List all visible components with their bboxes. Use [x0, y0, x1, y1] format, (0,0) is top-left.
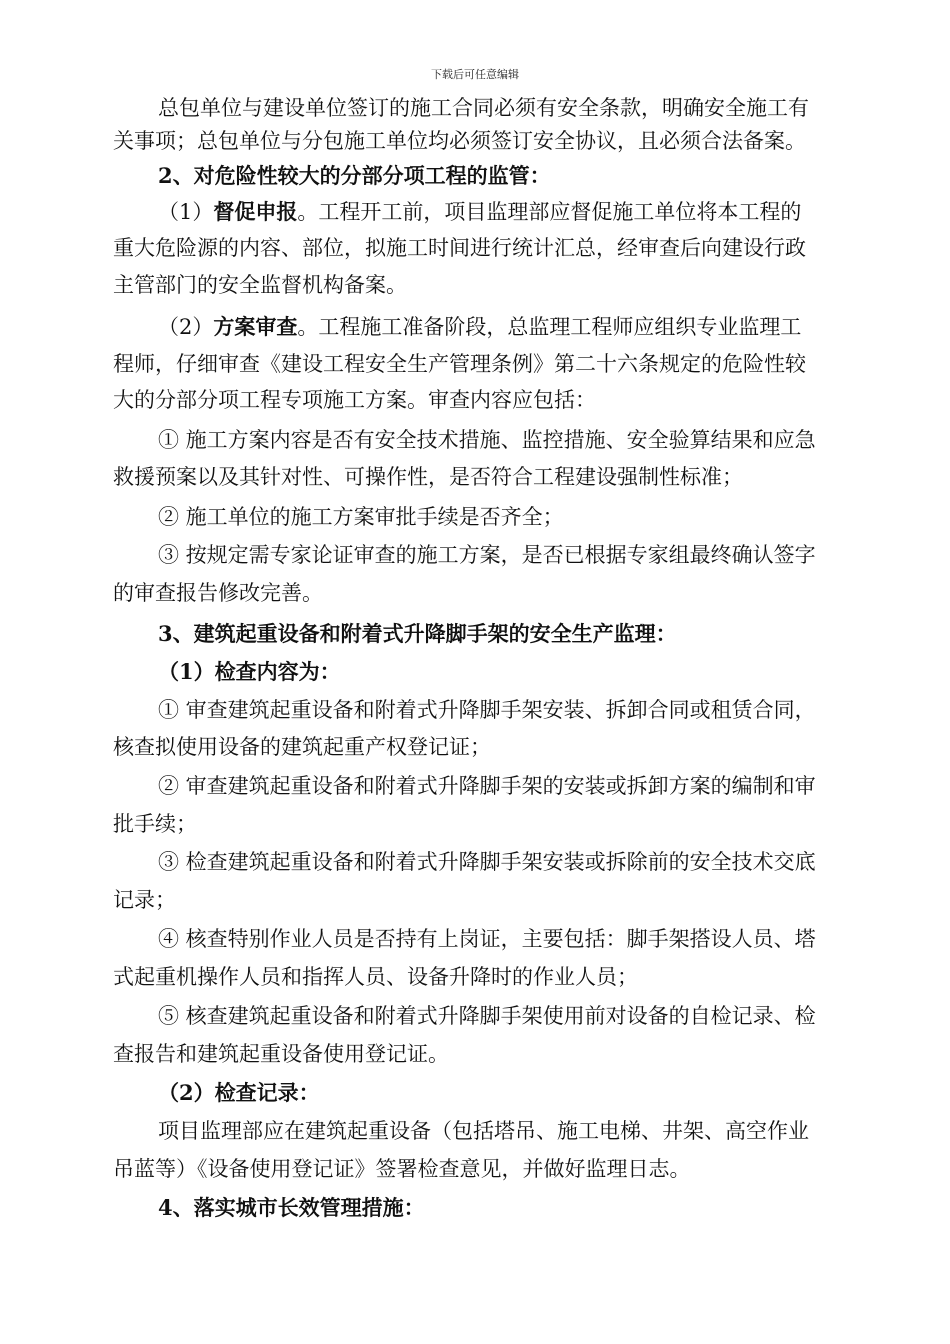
page-header: 下载后可任意编辑	[431, 68, 519, 81]
paragraph-line: 总包单位与建设单位签订的施工合同必须有安全条款，明确安全施工有	[158, 96, 809, 120]
item-title: 督促申报	[213, 199, 298, 224]
list-item: ⑤ 核查建筑起重设备和附着式升降脚手架使用前对设备的自检记录、检	[158, 1004, 816, 1028]
paragraph-line: 救援预案以及其针对性、可操作性，是否符合工程建设强制性标准；	[113, 465, 743, 489]
item-title: 方案审查	[213, 314, 298, 339]
section-heading: 2、对危险性较大的分部分项工程的监管：	[158, 163, 551, 188]
paragraph-line: 大的分部分项工程专项施工方案。审查内容应包括：	[113, 388, 596, 412]
paragraph-line: 项目监理部应在建筑起重设备（包括塔吊、施工电梯、井架、高空作业	[158, 1119, 809, 1143]
item-text: 。工程施工准备阶段，总监理工程师应组织专业监理工	[297, 315, 802, 339]
item-number: （2）	[158, 315, 214, 339]
subsection-heading: （2）检查记录：	[158, 1080, 320, 1105]
section-heading: 4、落实城市长效管理措施：	[158, 1195, 425, 1220]
paragraph-line: 记录；	[113, 888, 176, 912]
paragraph-line: 主管部门的安全监督机构备案。	[113, 273, 407, 297]
paragraph-line: 吊蓝等）《设备使用登记证》签署检查意见，并做好监理日志。	[113, 1157, 691, 1181]
item-text: 。工程开工前，项目监理部应督促施工单位将本工程的	[297, 200, 802, 224]
paragraph-line: 核查拟使用设备的建筑起重产权登记证；	[113, 735, 491, 759]
paragraph-line: 式起重机操作人员和指挥人员、设备升降时的作业人员；	[113, 965, 638, 989]
paragraph-line: 批手续；	[113, 812, 197, 836]
list-item: ③ 检查建筑起重设备和附着式升降脚手架安装或拆除前的安全技术交底	[158, 850, 816, 874]
list-item: ② 审查建筑起重设备和附着式升降脚手架的安装或拆卸方案的编制和审	[158, 774, 816, 798]
list-item: ① 施工方案内容是否有安全技术措施、监控措施、安全验算结果和应急	[158, 428, 816, 452]
paragraph-line: 重大危险源的内容、部位，拟施工时间进行统计汇总，经审查后向建设行政	[113, 236, 806, 260]
paragraph-line: 程师，仔细审查《建设工程安全生产管理条例》第二十六条规定的危险性较	[113, 352, 806, 376]
list-item: ③ 按规定需专家论证审查的施工方案，是否已根据专家组最终确认签字	[158, 543, 816, 567]
paragraph-line: 的审查报告修改完善。	[113, 581, 323, 605]
paragraph-line: 查报告和建筑起重设备使用登记证。	[113, 1042, 449, 1066]
paragraph-line: 关事项；总包单位与分包施工单位均必须签订安全协议，且必须合法备案。	[113, 129, 806, 153]
list-item: ② 施工单位的施工方案审批手续是否齐全；	[158, 505, 564, 529]
section-heading: 3、建筑起重设备和附着式升降脚手架的安全生产监理：	[158, 621, 677, 646]
item-number: （1）	[158, 200, 214, 224]
paragraph-line	[158, 198, 801, 226]
list-item: ④ 核查特别作业人员是否持有上岗证，主要包括：脚手架搭设人员、塔	[158, 927, 816, 951]
paragraph-line	[158, 313, 801, 341]
subsection-heading: （1）检查内容为：	[158, 659, 341, 684]
list-item: ① 审查建筑起重设备和附着式升降脚手架安装、拆卸合同或租赁合同，	[158, 698, 816, 722]
